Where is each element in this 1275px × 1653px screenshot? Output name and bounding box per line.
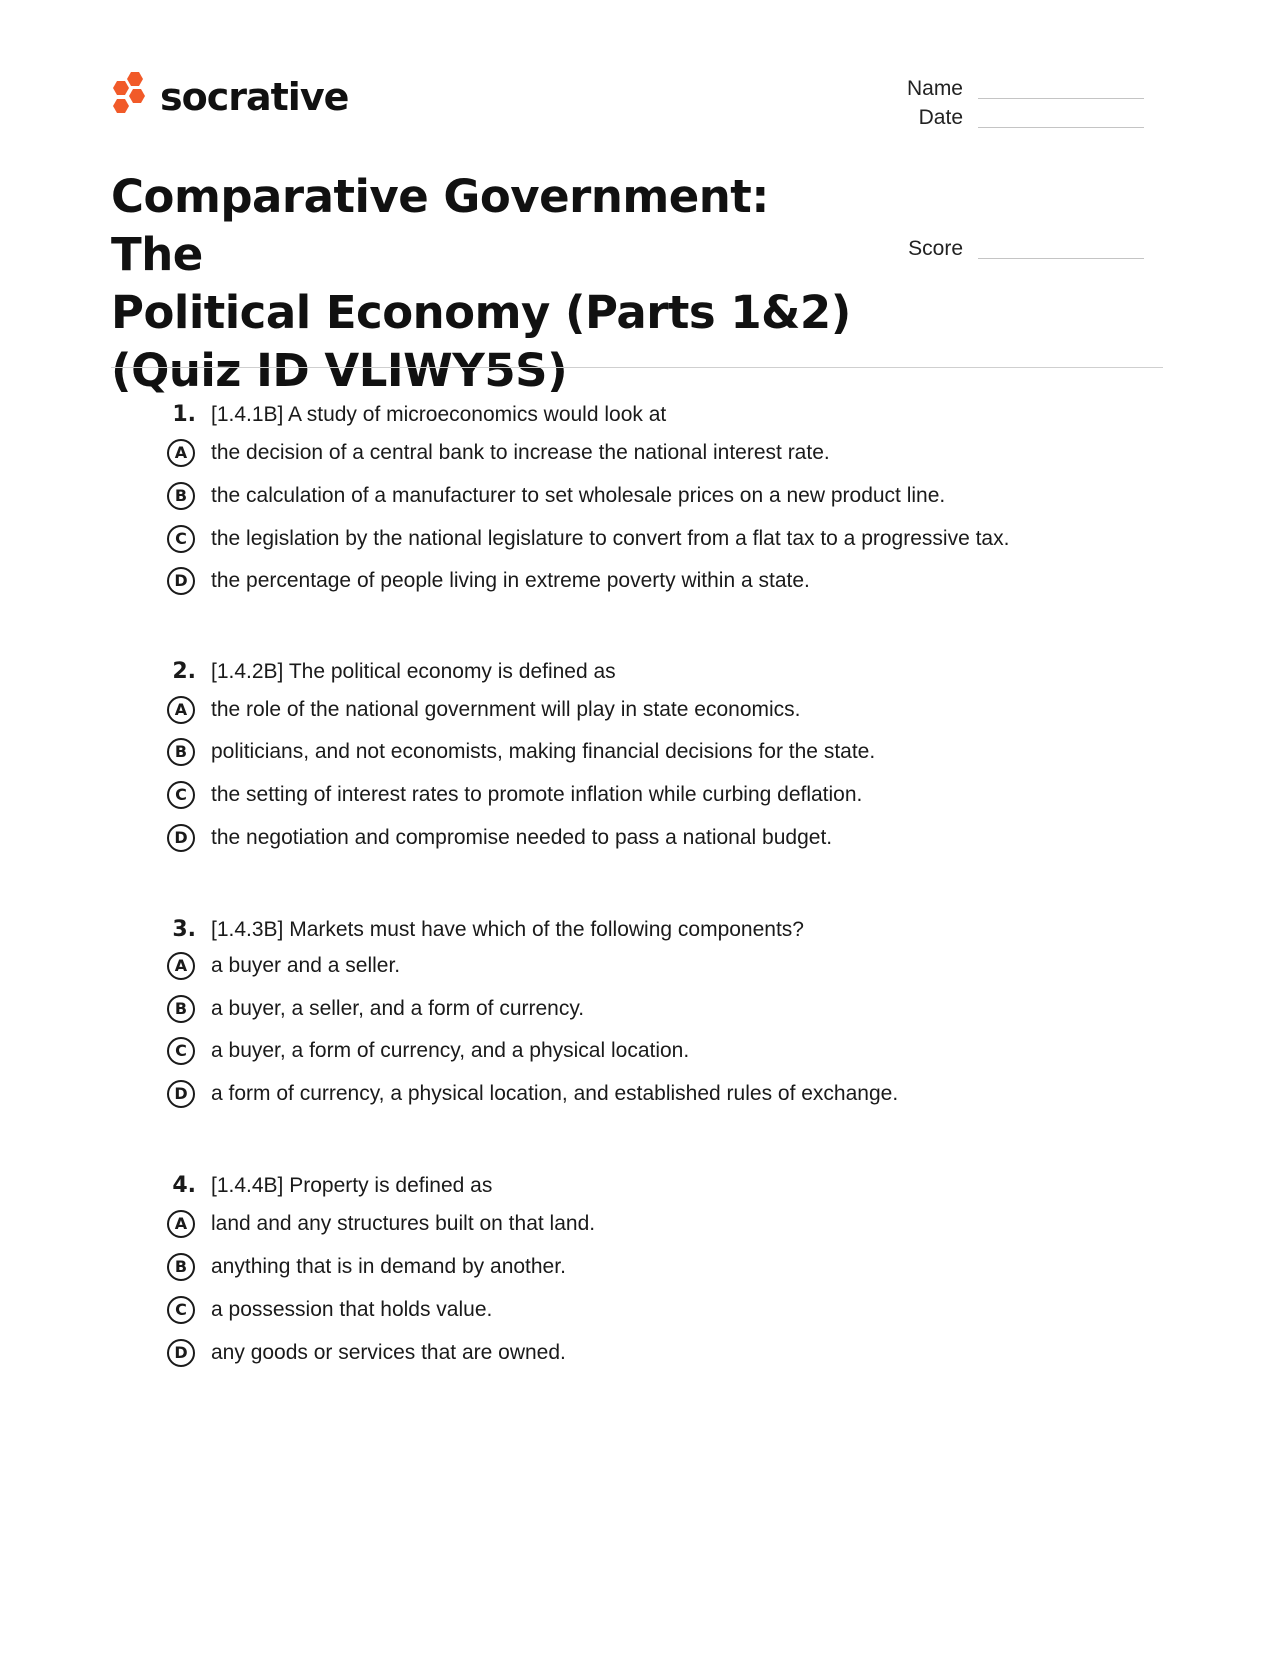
option-letter-circle[interactable]: C: [167, 1037, 195, 1065]
brand-name: socrative: [160, 75, 349, 119]
option-letter-circle[interactable]: A: [167, 952, 195, 980]
name-line[interactable]: [978, 98, 1144, 99]
option-letter-circle[interactable]: A: [167, 1210, 195, 1238]
option-b[interactable]: [0, 994, 1275, 1028]
question-text: [1.4.1B] A study of microeconomics would look at: [211, 403, 667, 426]
option-letter-circle[interactable]: D: [167, 567, 195, 595]
page-title: [111, 168, 871, 400]
option-text: a buyer, a seller, and a form of currency.: [211, 997, 585, 1020]
score-label: Score: [908, 237, 963, 260]
option-letter-circle[interactable]: B: [167, 482, 195, 510]
question-number: 4.: [172, 1173, 196, 1198]
option-text: a buyer and a seller.: [211, 954, 401, 977]
question-number: 3.: [172, 917, 196, 942]
option-d[interactable]: [0, 1079, 1275, 1113]
option-text: a possession that holds value.: [211, 1298, 493, 1321]
option-d[interactable]: [0, 566, 1275, 600]
option-d[interactable]: [0, 1338, 1275, 1372]
divider: [111, 367, 1163, 368]
option-text: a form of currency, a physical location, and established rules of exchange.: [211, 1082, 899, 1105]
title-line: (Quiz ID VLIWY5S): [111, 344, 568, 397]
option-text: politicians, and not economists, making financial decisions for the state.: [211, 740, 876, 763]
option-letter-circle[interactable]: C: [167, 781, 195, 809]
option-letter-circle[interactable]: C: [167, 1296, 195, 1324]
socrative-logo: [111, 72, 348, 122]
option-letter-circle[interactable]: A: [167, 696, 195, 724]
option-letter-circle[interactable]: A: [167, 439, 195, 467]
option-text: anything that is in demand by another.: [211, 1255, 566, 1278]
score-field[interactable]: [863, 238, 1144, 259]
option-d[interactable]: [0, 823, 1275, 857]
question-text: [1.4.2B] The political economy is defined as: [211, 660, 616, 683]
option-c[interactable]: [0, 524, 1275, 558]
question-number: 2.: [172, 659, 196, 684]
date-field[interactable]: [863, 107, 1144, 128]
option-letter-circle[interactable]: B: [167, 738, 195, 766]
name-field[interactable]: [863, 78, 1144, 99]
date-line[interactable]: [978, 127, 1144, 128]
name-label: Name: [906, 77, 963, 100]
option-c[interactable]: [0, 780, 1275, 814]
option-letter-circle[interactable]: B: [167, 1253, 195, 1281]
option-text: the setting of interest rates to promote inflation while curbing deflation.: [211, 783, 863, 806]
option-text: the calculation of a manufacturer to set wholesale prices on a new product line.: [211, 484, 946, 507]
question-text: [1.4.3B] Markets must have which of the following components?: [211, 918, 804, 941]
option-text: a buyer, a form of currency, and a physical location.: [211, 1039, 690, 1062]
option-a[interactable]: [0, 951, 1275, 985]
option-a[interactable]: [0, 695, 1275, 729]
option-letter-circle[interactable]: C: [167, 525, 195, 553]
option-letter-circle[interactable]: D: [167, 824, 195, 852]
hexagon-cluster-icon: [111, 72, 149, 122]
option-b[interactable]: [0, 481, 1275, 515]
option-a[interactable]: [0, 1209, 1275, 1243]
option-letter-circle[interactable]: B: [167, 995, 195, 1023]
option-text: the negotiation and compromise needed to pass a national budget.: [211, 826, 833, 849]
option-b[interactable]: [0, 737, 1275, 771]
title-line: Political Economy (Parts 1&2): [111, 286, 851, 339]
date-label: Date: [918, 106, 963, 129]
option-letter-circle[interactable]: D: [167, 1339, 195, 1367]
option-text: the percentage of people living in extreme poverty within a state.: [211, 569, 810, 592]
option-text: the decision of a central bank to increase the national interest rate.: [211, 441, 830, 464]
option-c[interactable]: [0, 1295, 1275, 1329]
option-c[interactable]: [0, 1036, 1275, 1070]
question-number: 1.: [172, 402, 196, 427]
question-text: [1.4.4B] Property is defined as: [211, 1174, 493, 1197]
score-line[interactable]: [978, 258, 1144, 259]
option-letter-circle[interactable]: D: [167, 1080, 195, 1108]
option-text: land and any structures built on that land.: [211, 1212, 596, 1235]
option-a[interactable]: [0, 438, 1275, 472]
option-b[interactable]: [0, 1252, 1275, 1286]
title-line: Comparative Government: The: [111, 170, 769, 281]
option-text: the legislation by the national legislature to convert from a flat tax to a progressive tax.: [211, 527, 1010, 550]
option-text: the role of the national government will play in state economics.: [211, 698, 801, 721]
option-text: any goods or services that are owned.: [211, 1341, 566, 1364]
